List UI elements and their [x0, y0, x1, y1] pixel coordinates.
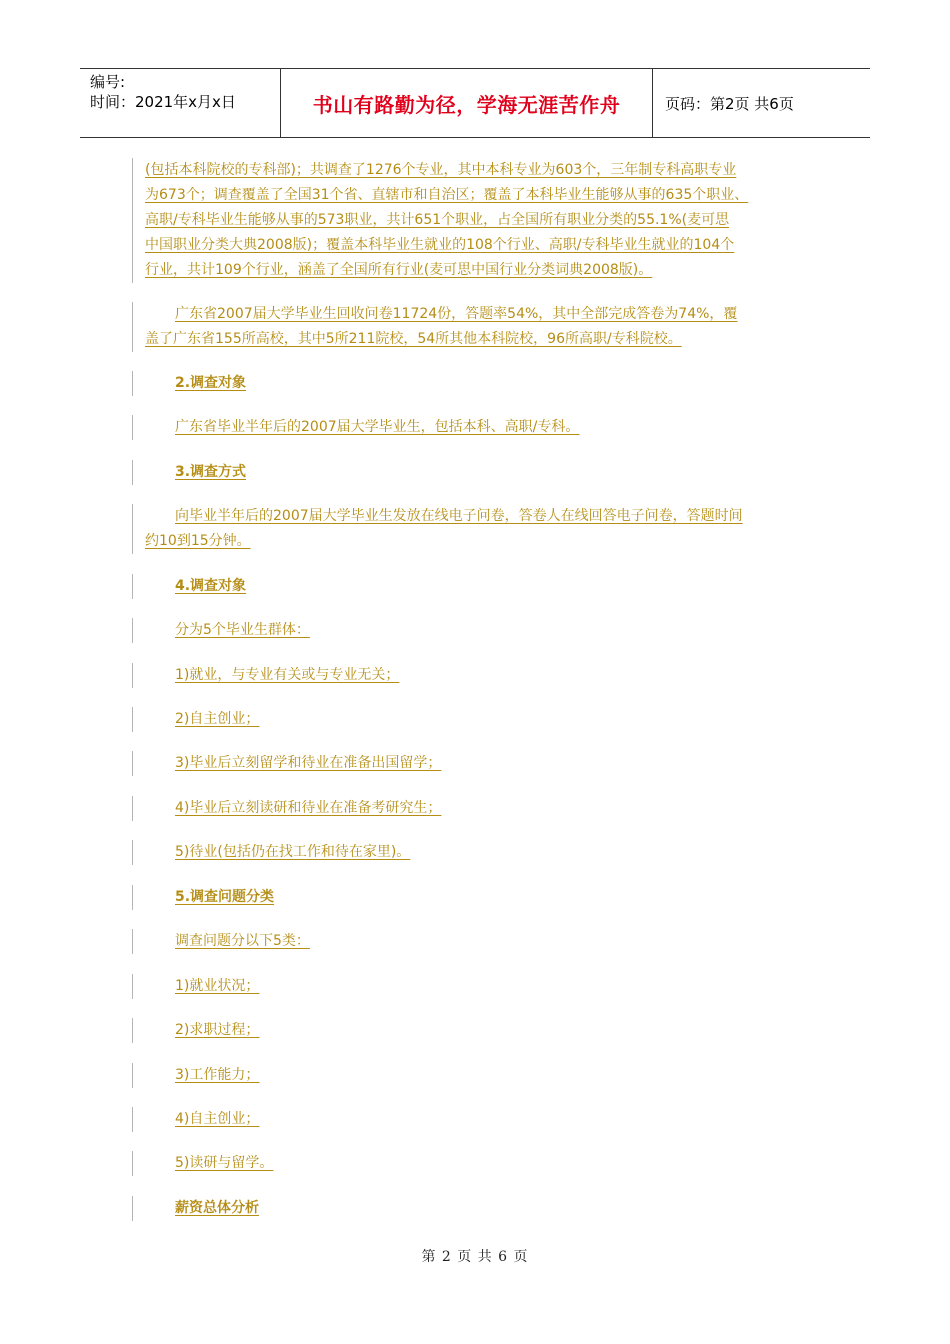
paragraph-subject-desc: 广东省毕业半年后的2007届大学毕业生，包括本科、高职/专科。: [132, 415, 822, 440]
text-line: 为673个；调查覆盖了全国31个省、直辖市和自治区；覆盖了本科毕业生能够从事的635个职业、: [145, 187, 749, 203]
text-line: 中国职业分类大典2008版)；覆盖本科毕业生就业的108个行业、高职/专科毕业生就业的104个: [145, 237, 735, 253]
page-footer: 第 2 页 共 6 页: [421, 1249, 529, 1265]
list-item-group: 1)就业，与专业有关或与专业无关；: [132, 663, 822, 688]
list-item-category: 4)自主创业；: [132, 1107, 822, 1132]
header-time-label: 时间：2021年x月x日: [90, 93, 236, 111]
page-header: [80, 68, 870, 138]
text-line: 向毕业半年后的2007届大学毕业生发放在线电子问卷，答卷人在线回答电子问卷，答题时间: [175, 508, 743, 524]
heading-survey-subject: 2.调查对象: [132, 371, 822, 396]
text-line: 广东省2007届大学毕业生回收问卷11724份，答题率54%，其中全部完成答卷为74%，覆: [175, 306, 738, 322]
list-item-group: 2)自主创业；: [132, 707, 822, 732]
heading-survey-method: 3.调查方式: [132, 460, 822, 485]
list-item-category: 2)求职过程；: [132, 1018, 822, 1043]
header-number-label: 编号:: [90, 73, 126, 91]
header-page-code: 页码：第2页 共6页: [665, 94, 794, 113]
text-line: (包括本科院校的专科部)；共调查了1276个专业，其中本科专业为603个，三年制专科高职专业: [145, 162, 737, 178]
list-item-category: 1)就业状况；: [132, 974, 822, 999]
header-motto: 书山有路勤为径，学海无涯苦作舟: [280, 69, 653, 137]
heading-salary-analysis: 薪资总体分析: [132, 1196, 822, 1221]
list-item-category: 5)读研与留学。: [132, 1151, 822, 1176]
text-line: 约10到15分钟。: [145, 533, 251, 549]
text-line: 盖了广东省155所高校，其中5所211院校，54所其他本科院校，96所高职/专科院校。: [145, 331, 682, 347]
list-item-group: 3)毕业后立刻留学和待业在准备出国留学；: [132, 751, 822, 776]
list-item-category: 3)工作能力；: [132, 1063, 822, 1088]
header-meta: [80, 69, 280, 137]
paragraph-categories-intro: 调查问题分以下5类：: [132, 929, 822, 954]
paragraph-groups-intro: 分为5个毕业生群体：: [132, 618, 822, 643]
list-item-group: 5)待业(包括仍在找工作和待在家里)。: [132, 840, 822, 865]
text-line: 行业，共计109个行业，涵盖了全国所有行业(麦可思中国行业分类词典2008版)。: [145, 262, 653, 278]
paragraph-survey-scope: [132, 158, 822, 283]
list-item-group: 4)毕业后立刻读研和待业在准备考研究生；: [132, 796, 822, 821]
paragraph-method-desc: [132, 504, 822, 554]
paragraph-guangdong-stats: [132, 302, 822, 352]
heading-question-categories: 5.调查问题分类: [132, 885, 822, 910]
heading-survey-subject-2: 4.调查对象: [132, 574, 822, 599]
text-line: 高职/专科毕业生能够从事的573职业，共计651个职业，占全国所有职业分类的55.1%(麦可思: [145, 212, 730, 228]
